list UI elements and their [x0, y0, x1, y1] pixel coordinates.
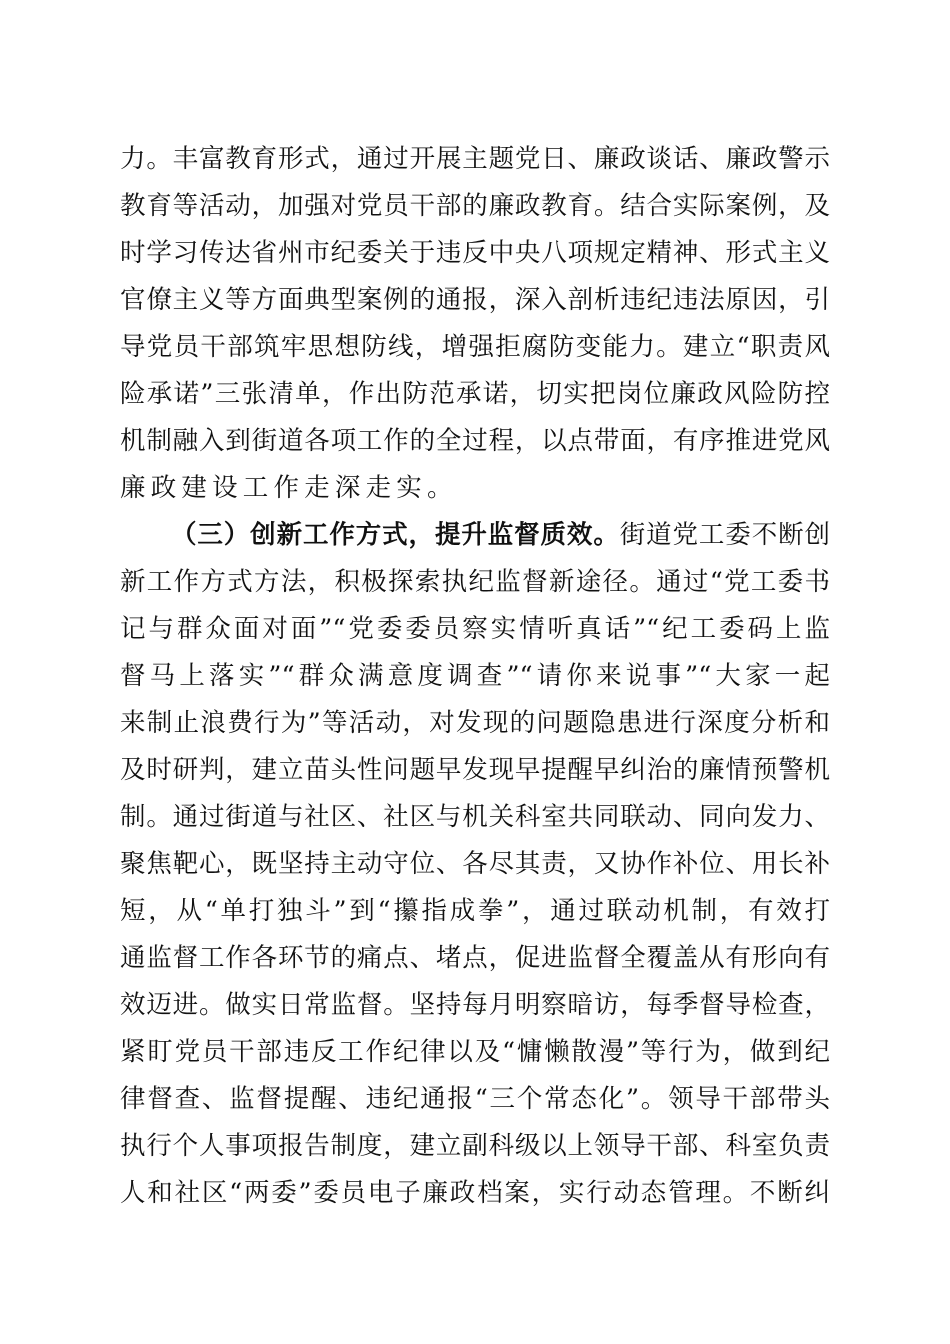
section-intro: 街道党工委不断创 — [619, 520, 830, 550]
text-line: 官僚主义等方面典型案例的通报，深入剖析违纪违法原因，引 — [120, 285, 830, 315]
text-line: 执行个人事项报告制度，建立副科级以上领导干部、科室负责 — [120, 1131, 830, 1161]
text-line: 教育等活动，加强对党员干部的廉政教育。结合实际案例，及 — [120, 191, 830, 221]
text-line: 廉政建设工作走深走实。 — [120, 473, 458, 503]
text-line: 及时研判，建立苗头性问题早发现早提醒早纠治的廉情预警机 — [120, 755, 830, 785]
text-line: 人和社区“两委”委员电子廉政档案，实行动态管理。不断纠 — [120, 1178, 830, 1208]
text-line: 紧盯党员干部违反工作纪律以及“慵懒散漫”等行为，做到纪 — [120, 1037, 830, 1067]
text-line: 短，从“单打独斗”到“攥指成拳”，通过联动机制，有效打 — [120, 896, 830, 926]
text-line: 时学习传达省州市纪委关于违反中央八项规定精神、形式主义 — [120, 238, 830, 268]
text-line: 聚焦靶心，既坚持主动守位、各尽其责，又协作补位、用长补 — [120, 849, 830, 879]
text-line: 通监督工作各环节的痛点、堵点，促进监督全覆盖从有形向有 — [120, 943, 830, 973]
text-line: 力。丰富教育形式，通过开展主题党日、廉政谈话、廉政警示 — [120, 144, 830, 174]
text-line: 来制止浪费行为”等活动，对发现的问题隐患进行深度分析和 — [120, 708, 830, 738]
text-line: 制。通过街道与社区、社区与机关科室共同联动、同向发力、 — [120, 802, 830, 832]
text-line: 督马上落实”“群众满意度调查”“请你来说事”“大家一起 — [120, 661, 830, 691]
text-line: 新工作方式方法，积极探索执纪监督新途径。通过“党工委书 — [120, 567, 830, 597]
section-first-line — [171, 515, 830, 555]
text-line: 记与群众面对面”“党委委员察实情听真话”“纪工委码上监 — [120, 614, 830, 644]
text-line: 效迈进。做实日常监督。坚持每月明察暗访，每季督导检查， — [120, 990, 830, 1020]
text-line: 险承诺”三张清单，作出防范承诺，切实把岗位廉政风险防控 — [120, 379, 830, 409]
text-line: 导党员干部筑牢思想防线，增强拒腐防变能力。建立“职责风 — [120, 332, 830, 362]
text-line: 机制融入到街道各项工作的全过程，以点带面，有序推进党风 — [120, 426, 830, 456]
section-heading: （三）创新工作方式，提升监督质效。 — [171, 520, 620, 550]
text-line: 律督查、监督提醒、违纪通报“三个常态化”。领导干部带头 — [120, 1084, 830, 1114]
